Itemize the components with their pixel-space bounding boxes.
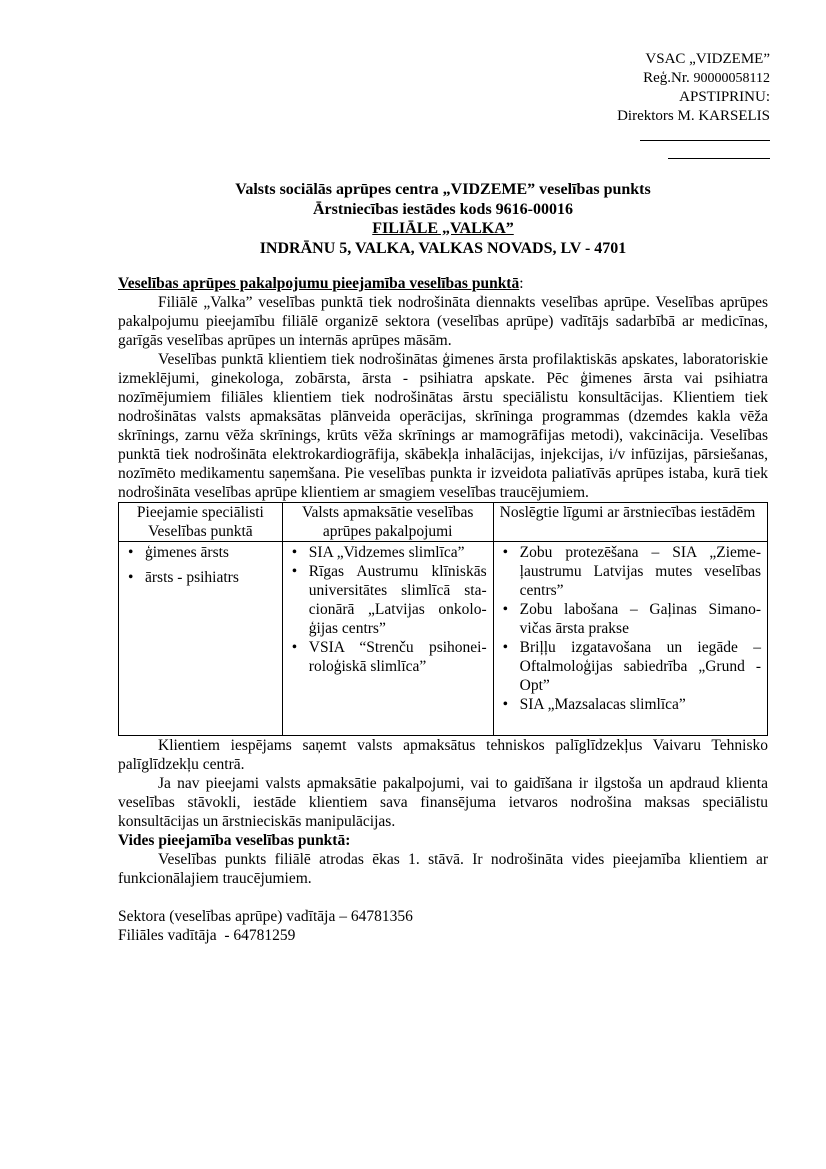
list-item: • SIA „Vidzemes slimlīca”: [289, 543, 487, 562]
contacts-block: [118, 907, 768, 945]
list-item: • Rīgas Austrumu klīniskās universitātes slimlīcā sta-cionārā „Latvijas onkolo-ģijas centrs”: [289, 562, 487, 638]
document-body: [118, 274, 768, 945]
paragraph-paid-services: Ja nav pieejami valsts apmaksātie pakalpojumi, vai to gaidīšana ir ilgstoša un apdraud klienta veselības stāvokli, iestāde klientiem sava finansējuma ietvaros nodrošina maksas speciālistu konsultācijas un ārstnieciskās manipulācijas.: [118, 775, 768, 830]
list-item: • SIA „Mazsalacas slimlīca”: [500, 695, 761, 714]
paragraph-environment: Veselības punkts filiālē atrodas ēkas 1. stāvā. Ir nodrošināta vides pieejamība klientiem ar funkcionālajiem traucējumiem.: [118, 851, 768, 887]
approval-org: VSAC „VIDZEME”: [645, 51, 770, 67]
registration-value: 90000058112: [693, 71, 770, 86]
contracts-cell: [493, 542, 767, 736]
paragraph-care: Filiālē „Valka” veselības punktā tiek nodrošināta diennakts veselības aprūpe. Veselības aprūpes pakalpojumu pieejamību filiālē organizē sektora (veselības aprūpe) vadītājs sadarbībā ar medicīnas, garīgās veselības aprūpes un internās aprūpes māsām.: [118, 294, 768, 349]
list-item: • Zobu labošana – Gaļinas Simano-vičas ārsta prakse: [500, 600, 761, 638]
header-branch: FILIĀLE „VALKA”: [372, 220, 514, 237]
list-item: • VSIA “Strenču psihonei-roloģiskā slimlīca”: [289, 638, 487, 676]
contracts-list: [500, 543, 761, 714]
contact-branch-head: Filiāles vadītāja - 64781259: [118, 927, 296, 944]
section-heading-availability: Veselības aprūpes pakalpojumu pieejamība veselības punktā:: [118, 275, 524, 292]
paragraph-technical-aids: Klientiem iespējams saņemt valsts apmaksātus tehniskos palīglīdzekļus Vaivaru Tehnisko palīglīdzekļu centrā.: [118, 737, 768, 773]
paragraph-services: Veselības punktā klientiem tiek nodrošinātas ģimenes ārsta profilaktiskās apskates, laboratoriskie izmeklējumi, ginekologa, zobārsta, ārsta - psihiatra apskate. Pēc ģimenes ārsta vai psihiatra nozīmējumiem filiāles klientiem tiek nodrošinātas ārstu speciālistu konsultācijas. Klientiem tiek nodrošinātas valsts apmaksātas plānveida operācijas, skrīninga programmas (dzemdes kakla vēža skrīnings, zarnu vēža skrīnings, krūts vēža skrīnings ar mamogrāfijas metodi), vakcinācija. Veselības punktā tiek nodrošināta elektrokardiogrāfija, skābekļa inhalācijas, injekcijas, i/v infūzijas, pārsiešanas, nozīmēto medikamentu saņemšana. Pie veselības punkta ir izveidota paliatīvās aprūpes istaba, kurā tiek nodrošināta veselības aprūpe klientiem ar smagiem veselības traucējumiem.: [118, 351, 768, 501]
table-row: [119, 542, 768, 736]
specialists-list: [125, 543, 276, 587]
state-paid-services-cell: [282, 542, 493, 736]
signature-line: [640, 126, 770, 141]
header-address: INDRĀNU 5, VALKA, VALKAS NOVADS, LV - 4701: [259, 239, 627, 257]
table-header-cell: Valsts apmaksātie veselības aprūpes pakalpojumi: [282, 503, 493, 542]
state-paid-list: [289, 543, 487, 676]
document-header: [118, 180, 768, 258]
header-institution: Valsts sociālās aprūpes centra „VIDZEME” veselības punkts: [235, 181, 651, 198]
list-item: • ģimenes ārsts: [125, 543, 276, 562]
table-header-cell: Pieejamie speciālisti Veselības punktā: [119, 503, 283, 542]
table-header-cell: Noslēgtie līgumi ar ārstniecības iestādēm: [493, 503, 767, 542]
specialists-cell: [119, 542, 283, 736]
approval-block: [617, 50, 770, 159]
contact-sector-head: Sektora (veselības aprūpe) vadītāja – 64781356: [118, 908, 413, 925]
director-name: Direktors M. KARSELIS: [617, 108, 770, 124]
list-item: • Briļļu izgatavošana un iegāde – Oftalmoloģijas sabiedrība „Grund - Opt”: [500, 638, 761, 695]
section-heading-environment: Vides pieejamība veselības punktā:: [118, 832, 351, 849]
section-title: Veselības aprūpes pakalpojumu pieejamība veselības punktā: [118, 275, 520, 292]
date-line: [668, 144, 770, 159]
list-item: • ārsts - psihiatrs: [125, 568, 276, 587]
table-header-row: [119, 503, 768, 542]
header-code: Ārstniecības iestādes kods 9616-00016: [312, 200, 573, 218]
registration-number: [617, 69, 770, 88]
approval-label: APSTIPRINU:: [679, 89, 770, 105]
registration-label: Reģ.Nr.: [643, 70, 694, 86]
list-item: • Zobu protezēšana – SIA „Zieme-ļaustrumu Latvijas mutes veselības centrs”: [500, 543, 761, 600]
services-table: [118, 502, 768, 736]
